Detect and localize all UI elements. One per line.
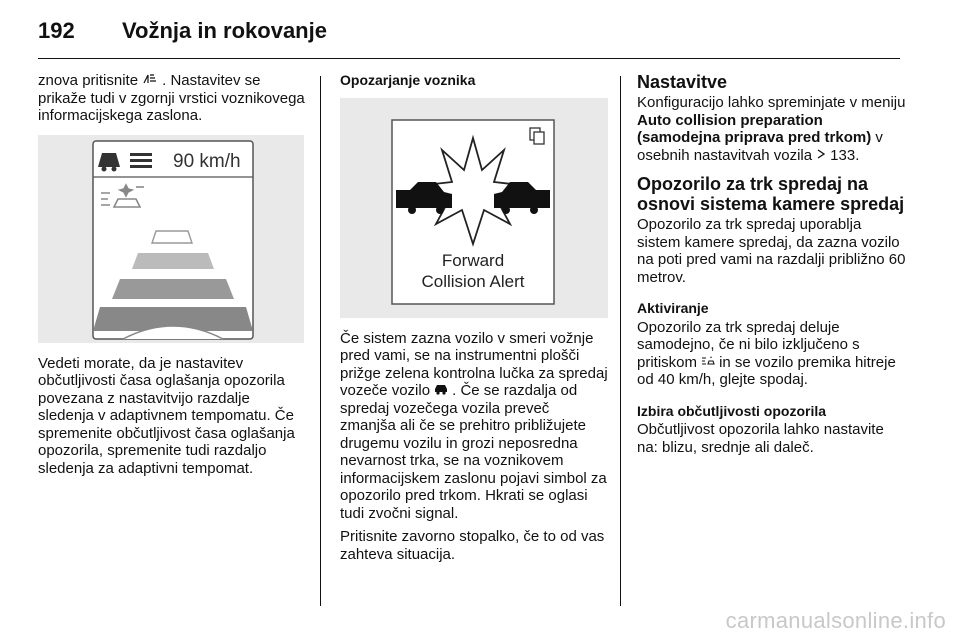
col2-paragraph-2: Pritisnite zavorno stopalko, če to od vas zahteva situacija. <box>340 528 605 563</box>
speed-readout: 90 km/h <box>173 150 241 172</box>
page-reference-arrow-icon <box>816 147 830 163</box>
collision-alert-button-icon <box>701 354 719 370</box>
page-header <box>38 18 327 48</box>
distance-setting-icon <box>142 72 162 88</box>
page-reference: 133. <box>830 146 860 164</box>
menu-name: Auto collision preparation (samodejna priprava pred trkom) <box>637 111 872 146</box>
header-rule <box>38 58 900 59</box>
col1-paragraph-2: Vedeti morate, da je nastavitev občutljivosti časa oglašanja opozorila povezana z nastavitvijo razdalje sledenja v adaptivnem tempomatu. Če spremenite občutljivost časa oglašanja opozorila, spremenite tudi razdaljo sledenja za adaptivni tempomat. <box>38 354 295 477</box>
column-1 <box>38 72 308 483</box>
column-divider-2 <box>620 76 621 606</box>
column-3 <box>637 72 907 462</box>
page-number: 192 <box>38 18 75 43</box>
col3-paragraph-4: Občutljivost opozorila lahko nastavite na: blizu, srednje ali daleč. <box>637 421 884 456</box>
page-title: Vožnja in rokovanje <box>122 18 327 43</box>
alert-label-line-1: Forward <box>441 250 505 270</box>
cluster-display-figure <box>38 135 304 343</box>
col3-paragraph-1: Konfiguracijo lahko spreminjate v meniju Auto collision preparation (samodejna priprava pred trkom) v osebnih nastavitvah vozila 133. <box>637 94 906 164</box>
vehicle-ahead-icon <box>434 382 452 398</box>
section-heading-settings: Nastavitve <box>637 72 728 92</box>
section-heading-camera-alert: Opozorilo za trk spredaj na osnovi sistema kamere spredaj <box>637 174 905 214</box>
watermark: carmanualsonline.info <box>725 608 946 633</box>
alert-label-line-2: Collision Alert <box>421 271 525 291</box>
section-heading-driver-warning: Opozarjanje voznika <box>340 72 476 88</box>
col1-paragraph-1: znova pritisnite . Nastavitev se prikaže tudi v zgornji vrstici voznikovega informacijskega zaslona. <box>38 72 305 124</box>
forward-collision-alert-figure <box>340 98 608 318</box>
col3-paragraph-3: Opozorilo za trk spredaj deluje samodejno, če ni bilo izključeno s pritiskom in se vozilo premika hitreje od 40 km/h, glejte spodaj. <box>637 318 896 388</box>
following-distance-icon <box>130 153 152 168</box>
col3-paragraph-2: Opozorilo za trk spredaj uporablja sistem kamere spredaj, da zazna vozilo na poti pred vami na razdalji približno 60 metrov. <box>637 216 906 286</box>
column-2 <box>340 72 608 569</box>
column-divider-1 <box>320 76 321 606</box>
col2-paragraph-1: Če sistem zazna vozilo v smeri vožnje pred vami, se na instrumentni plošči prižge zelena kontrolna lučka za spredaj vozeče vozilo . Če se razdalja od spredaj vozečega vozila preveč zmanjša ali če se prehitro približujete drugemu vozilu in grozi neposredna nevarnost trka, se na voznikovem informacijskem zaslonu pojavi simbol za opozorilo pred trkom. Hkrati se oglasi tudi zvočni signal. <box>340 329 608 522</box>
subheading-sensitivity: Izbira občutljivosti opozorila <box>637 402 827 419</box>
subheading-activation: Aktiviranje <box>637 300 709 316</box>
